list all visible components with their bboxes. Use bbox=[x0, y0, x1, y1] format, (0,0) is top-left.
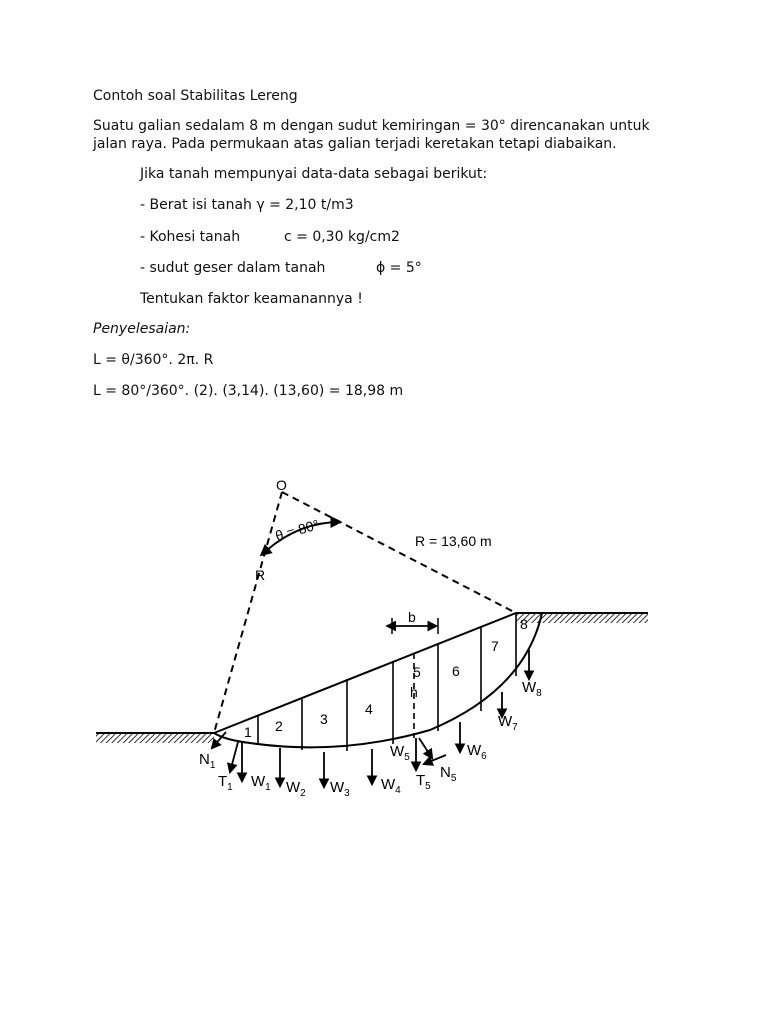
normal-force-label-1: $N_1$ bbox=[199, 751, 216, 771]
slice-number: 2 bbox=[275, 718, 283, 734]
angle-label: θ = 80° bbox=[273, 516, 322, 544]
problem-statement-line-1: Suatu galian sedalam 8 m dengan sudut kemiringan = 30° direncanakan untuk bbox=[93, 118, 650, 134]
weight-label-8: $W_8$ bbox=[522, 679, 542, 699]
radius-left-line bbox=[214, 492, 282, 733]
slice-dividers bbox=[258, 613, 516, 751]
solution-label: Penyelesaian: bbox=[93, 321, 191, 337]
slice-number: 8 bbox=[520, 616, 528, 632]
weight-label-4: $W_4$ bbox=[381, 776, 401, 796]
tangential-force-label-1: $T_1$ bbox=[218, 773, 233, 793]
problem-statement-line-2: jalan raya. Pada permukaan atas galian terjadi keretakan tetapi diabaikan. bbox=[93, 136, 617, 152]
weight-label-5: $W_5$ bbox=[390, 743, 410, 763]
question: Tentukan faktor keamanannya ! bbox=[140, 291, 363, 307]
force-labels bbox=[199, 751, 457, 793]
slice-number: 1 bbox=[244, 724, 252, 740]
ground-right bbox=[516, 613, 648, 623]
weight-label-2: $W_2$ bbox=[286, 779, 306, 799]
height-label: h bbox=[410, 684, 418, 700]
data-intro: Jika tanah mempunyai data-data sebagai berikut: bbox=[140, 166, 488, 182]
tangential-force-label-5: $T_5$ bbox=[416, 772, 431, 792]
arc-length-calculation: L = 80°/360°. (2). (3,14). (13,60) = 18,98 m bbox=[93, 383, 404, 399]
slice-number: 7 bbox=[491, 638, 499, 654]
radius-label: R bbox=[255, 567, 266, 583]
weight-label-7: $W_7$ bbox=[498, 713, 518, 733]
cohesion-item-label: - Kohesi tanah bbox=[140, 229, 241, 245]
normal-force-label-5: $N_5$ bbox=[440, 764, 457, 784]
radius-value-label: R = 13,60 m bbox=[415, 533, 492, 549]
slice-number: 5 bbox=[413, 664, 421, 680]
arc-length-formula: L = θ/360°. 2π. R bbox=[93, 352, 214, 368]
sliding-mass-outline bbox=[214, 613, 542, 747]
slope-stability-diagram bbox=[0, 460, 768, 840]
radius-right-line bbox=[282, 492, 516, 613]
slice-numbers bbox=[244, 616, 528, 740]
weight-label-1: $W_1$ bbox=[251, 773, 271, 793]
cohesion-item-value: c = 0,30 kg/cm2 bbox=[284, 229, 400, 245]
slice-number: 6 bbox=[452, 663, 460, 679]
friction-angle-item-label: - sudut geser dalam tanah bbox=[140, 260, 326, 276]
weight-label-6: $W_6$ bbox=[467, 742, 487, 762]
slice-number: 3 bbox=[320, 711, 328, 727]
weight-label-3: $W_3$ bbox=[330, 779, 350, 799]
width-label: b bbox=[408, 609, 416, 625]
ground-left bbox=[96, 733, 214, 743]
unit-weight-item: - Berat isi tanah γ = 2,10 t/m3 bbox=[140, 197, 354, 213]
friction-angle-item-value: ϕ = 5° bbox=[376, 260, 422, 276]
center-label: O bbox=[276, 477, 287, 493]
slice-number: 4 bbox=[365, 701, 373, 717]
weight-arrows bbox=[242, 650, 529, 787]
document-title: Contoh soal Stabilitas Lereng bbox=[93, 88, 298, 104]
